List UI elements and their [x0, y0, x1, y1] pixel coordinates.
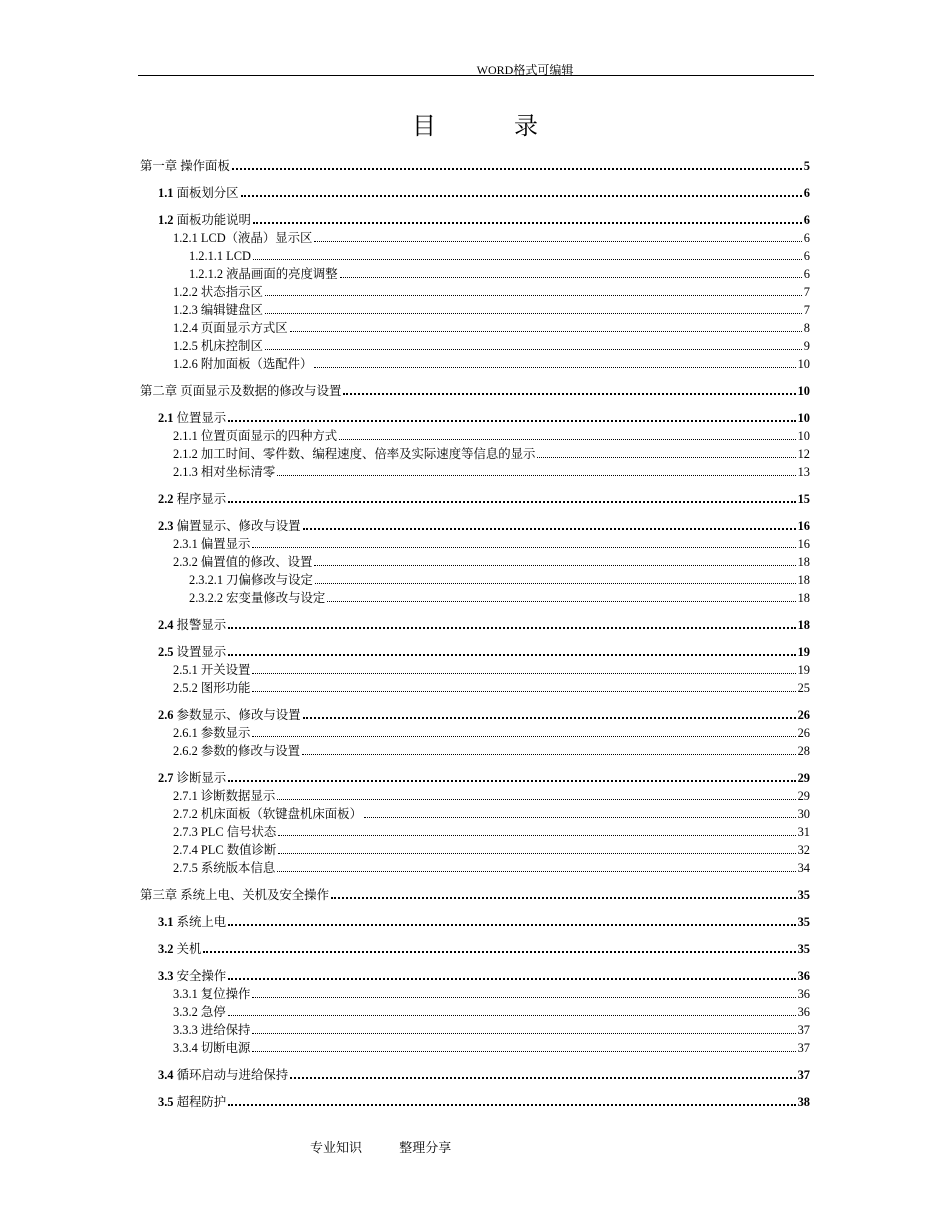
- toc-page-number: 35: [797, 888, 810, 902]
- toc-dot-leader: [364, 817, 796, 818]
- toc-entry[interactable]: [140, 984, 810, 1002]
- toc-entry[interactable]: [140, 570, 810, 588]
- toc-page-number: 36: [797, 969, 810, 983]
- header-rule: [138, 75, 814, 76]
- toc-entry-text: 安全操作: [173, 969, 227, 983]
- toc-dot-leader: [228, 924, 795, 926]
- toc-entry[interactable]: [140, 786, 810, 804]
- toc-entry-label: [158, 1065, 288, 1083]
- toc-dot-leader: [314, 367, 795, 368]
- toc-entry[interactable]: [140, 1020, 810, 1038]
- toc-entry-text: 2.6.2 参数的修改与设置: [173, 744, 301, 758]
- toc-entry-text: 1.2.1.1 LCD: [189, 249, 251, 263]
- toc-entry-label: [158, 705, 301, 723]
- toc-dot-leader: [290, 1077, 795, 1079]
- table-of-contents: [140, 156, 810, 1110]
- toc-entry-number: 3.1: [158, 915, 174, 929]
- toc-entry-label: [158, 768, 226, 786]
- toc-entry-label: [158, 912, 226, 930]
- toc-entry[interactable]: [140, 210, 810, 228]
- toc-entry-text: 3.3.4 切断电源: [173, 1041, 251, 1055]
- toc-page-number: 10: [797, 411, 810, 425]
- toc-entry[interactable]: [140, 912, 810, 930]
- toc-entry-text: 报警显示: [173, 618, 227, 632]
- toc-entry[interactable]: [140, 966, 810, 984]
- toc-entry[interactable]: [140, 426, 810, 444]
- toc-page-number: 28: [797, 744, 810, 758]
- toc-dot-leader: [228, 501, 795, 503]
- toc-entry[interactable]: [140, 1065, 810, 1083]
- toc-entry-label: [173, 678, 250, 696]
- toc-entry[interactable]: [140, 885, 810, 903]
- toc-entry-text: 2.3.2.1 刀偏修改与设定: [189, 573, 313, 587]
- toc-entry-label: [140, 381, 341, 399]
- toc-entry-label: [173, 984, 250, 1002]
- toc-dot-leader: [228, 1015, 796, 1016]
- toc-entry-label: [158, 183, 239, 201]
- toc-entry-text: 1.2.1.2 液晶画面的亮度调整: [189, 267, 338, 281]
- toc-dot-leader: [290, 331, 802, 332]
- toc-entry[interactable]: [140, 660, 810, 678]
- toc-entry-text: 关机: [173, 942, 202, 956]
- toc-entry[interactable]: [140, 282, 810, 300]
- toc-entry-number: 3.2: [158, 942, 174, 956]
- toc-entry-label: [189, 570, 313, 588]
- toc-page-number: 7: [803, 285, 810, 299]
- toc-dot-leader: [265, 295, 802, 296]
- toc-entry-label: [158, 210, 251, 228]
- toc-entry[interactable]: [140, 552, 810, 570]
- toc-entry[interactable]: [140, 228, 810, 246]
- toc-entry-label: [173, 300, 263, 318]
- toc-entry-label: [173, 354, 312, 372]
- toc-entry-label: [173, 336, 263, 354]
- toc-entry-label: [173, 282, 263, 300]
- toc-entry-text: 循环启动与进给保持: [173, 1068, 289, 1082]
- toc-entry-label: [140, 885, 329, 903]
- toc-entry[interactable]: [140, 723, 810, 741]
- toc-entry-number: 3.5: [158, 1095, 174, 1109]
- toc-entry[interactable]: [140, 264, 810, 282]
- toc-entry-label: [189, 264, 338, 282]
- toc-entry-text: 2.1.2 加工时间、零件数、编程速度、倍率及实际速度等信息的显示: [173, 447, 536, 461]
- toc-entry-text: 系统上电: [173, 915, 227, 929]
- toc-entry-text: 面板功能说明: [173, 213, 251, 227]
- toc-dot-leader: [228, 627, 795, 629]
- toc-dot-leader: [303, 528, 796, 530]
- toc-page-number: 16: [797, 537, 810, 551]
- toc-dot-leader: [252, 673, 795, 674]
- toc-page-number: 5: [803, 159, 810, 173]
- toc-page-number: 36: [797, 987, 810, 1001]
- toc-entry-label: [173, 741, 300, 759]
- toc-page-number: 19: [797, 663, 810, 677]
- toc-page-number: 12: [797, 447, 810, 461]
- toc-entry[interactable]: [140, 516, 810, 534]
- toc-entry-text: 1.2.4 页面显示方式区: [173, 321, 288, 335]
- toc-entry[interactable]: [140, 156, 810, 174]
- toc-entry-label: [173, 552, 312, 570]
- toc-entry[interactable]: [140, 354, 810, 372]
- toc-dot-leader: [252, 736, 795, 737]
- toc-entry-label: [173, 462, 275, 480]
- toc-entry-text: 2.7.1 诊断数据显示: [173, 789, 276, 803]
- toc-page-number: 9: [803, 339, 810, 353]
- toc-entry-number: 2.4: [158, 618, 174, 632]
- toc-entry-number: 2.3: [158, 519, 174, 533]
- toc-dot-leader: [278, 853, 795, 854]
- toc-page-number: 10: [797, 357, 810, 371]
- toc-entry-text: 2.5.1 开关设置: [173, 663, 251, 677]
- toc-dot-leader: [314, 565, 795, 566]
- toc-entry-label: [173, 822, 276, 840]
- toc-entry-label: [173, 444, 535, 462]
- toc-page-number: 30: [797, 807, 810, 821]
- toc-entry-text: 1.2.3 编辑键盘区: [173, 303, 263, 317]
- toc-entry-number: 1.2: [158, 213, 174, 227]
- toc-entry-label: [173, 840, 276, 858]
- toc-entry[interactable]: [140, 615, 810, 633]
- toc-dot-leader: [252, 1051, 795, 1052]
- toc-dot-leader: [228, 420, 795, 422]
- toc-entry-label: [189, 249, 251, 264]
- toc-entry[interactable]: [140, 246, 810, 264]
- toc-page-number: 35: [797, 942, 810, 956]
- toc-dot-leader: [314, 241, 801, 242]
- toc-entry-label: [173, 534, 250, 552]
- toc-entry-text: 第二章 页面显示及数据的修改与设置: [140, 384, 342, 398]
- toc-page-number: 32: [797, 843, 810, 857]
- toc-page-number: 8: [803, 321, 810, 335]
- toc-page-number: 35: [797, 915, 810, 929]
- toc-entry-label: [189, 588, 325, 606]
- toc-entry-label: [173, 1002, 226, 1020]
- toc-dot-leader: [265, 349, 802, 350]
- toc-entry-label: [173, 1038, 250, 1056]
- toc-entry[interactable]: [140, 444, 810, 462]
- toc-entry-label: [158, 642, 226, 660]
- toc-dot-leader: [252, 547, 795, 548]
- page-footer: [310, 1137, 485, 1156]
- toc-entry[interactable]: [140, 1038, 810, 1056]
- toc-entry-label: [158, 408, 226, 426]
- toc-entry-text: 3.3.2 急停: [173, 1005, 226, 1019]
- toc-page-number: 26: [797, 726, 810, 740]
- toc-title: 目 录: [412, 114, 574, 140]
- footer-right-text: 整理分享: [399, 1140, 452, 1155]
- toc-dot-leader: [302, 754, 796, 755]
- toc-entry[interactable]: [140, 183, 810, 201]
- toc-dot-leader: [265, 313, 802, 314]
- toc-entry-text: 3.3.1 复位操作: [173, 987, 251, 1001]
- toc-entry-text: 1.2.6 附加面板（选配件）: [173, 357, 313, 371]
- toc-entry-label: [173, 804, 362, 822]
- toc-entry[interactable]: [140, 705, 810, 723]
- toc-page-number: 25: [797, 681, 810, 695]
- toc-dot-leader: [331, 897, 796, 899]
- toc-entry-label: [158, 939, 201, 957]
- toc-page-number: 29: [797, 771, 810, 785]
- toc-page-number: 10: [797, 429, 810, 443]
- toc-entry-text: 2.1.3 相对坐标清零: [173, 465, 276, 479]
- toc-entry-label: [158, 516, 301, 534]
- toc-dot-leader: [241, 195, 802, 197]
- toc-entry-number: 3.3: [158, 969, 174, 983]
- toc-entry-number: 3.4: [158, 1068, 174, 1082]
- toc-entry[interactable]: [140, 300, 810, 318]
- toc-entry-label: [173, 318, 288, 336]
- toc-page-number: 6: [803, 249, 810, 263]
- toc-page-number: 37: [797, 1023, 810, 1037]
- toc-dot-leader: [315, 583, 796, 584]
- toc-page-number: 16: [797, 519, 810, 533]
- toc-dot-leader: [303, 717, 796, 719]
- toc-dot-leader: [203, 951, 795, 953]
- toc-entry[interactable]: [140, 1002, 810, 1020]
- toc-entry[interactable]: [140, 588, 810, 606]
- toc-page-number: 6: [803, 231, 810, 245]
- toc-entry-text: 第三章 系统上电、关机及安全操作: [140, 888, 329, 902]
- toc-entry-text: 2.1.1 位置页面显示的四种方式: [173, 429, 338, 443]
- toc-page-number: 38: [797, 1095, 810, 1109]
- toc-entry-text: 2.3.2 偏置值的修改、设置: [173, 555, 313, 569]
- toc-entry[interactable]: [140, 768, 810, 786]
- toc-entry-label: [158, 966, 226, 984]
- toc-dot-leader: [252, 691, 795, 692]
- toc-entry-text: 3.3.3 进给保持: [173, 1023, 251, 1037]
- toc-entry-number: 2.2: [158, 492, 174, 506]
- toc-entry-number: 1.1: [158, 186, 174, 200]
- toc-page-number: 34: [797, 861, 810, 875]
- toc-entry[interactable]: [140, 642, 810, 660]
- toc-page-number: 15: [797, 492, 810, 506]
- toc-page-number: 18: [797, 591, 810, 605]
- toc-entry[interactable]: [140, 939, 810, 957]
- toc-dot-leader: [228, 654, 795, 656]
- toc-page-number: 18: [797, 555, 810, 569]
- toc-dot-leader: [252, 1033, 795, 1034]
- toc-dot-leader: [277, 799, 795, 800]
- toc-entry[interactable]: [140, 1092, 810, 1110]
- toc-entry-text: 2.7.4 PLC 数值诊断: [173, 843, 277, 857]
- toc-dot-leader: [232, 168, 802, 170]
- toc-entry-number: 2.6: [158, 708, 174, 722]
- toc-entry-label: [173, 660, 250, 678]
- toc-entry-label: [173, 723, 250, 741]
- toc-entry-text: 1.2.2 状态指示区: [173, 285, 263, 299]
- toc-entry[interactable]: [140, 408, 810, 426]
- toc-dot-leader: [277, 475, 795, 476]
- toc-page-number: 19: [797, 645, 810, 659]
- toc-entry-text: 2.6.1 参数显示: [173, 726, 251, 740]
- toc-entry-label: [140, 156, 230, 174]
- toc-entry-text: 1.2.1 LCD（液晶）显示区: [173, 231, 313, 245]
- toc-dot-leader: [253, 259, 802, 260]
- toc-entry-label: [173, 1020, 250, 1038]
- toc-entry-text: 面板划分区: [173, 186, 239, 200]
- toc-dot-leader: [253, 222, 802, 224]
- toc-entry-text: 2.5.2 图形功能: [173, 681, 251, 695]
- toc-page-number: 18: [797, 573, 810, 587]
- toc-dot-leader: [343, 393, 795, 395]
- toc-entry[interactable]: [140, 318, 810, 336]
- toc-page-number: 26: [797, 708, 810, 722]
- toc-entry-label: [173, 228, 312, 246]
- toc-entry-text: 2.7.3 PLC 信号状态: [173, 825, 277, 839]
- toc-page-number: 6: [803, 186, 810, 200]
- toc-entry-label: [173, 426, 337, 444]
- toc-entry-text: 偏置显示、修改与设置: [173, 519, 301, 533]
- toc-dot-leader: [537, 457, 795, 458]
- toc-entry-text: 2.3.2.2 宏变量修改与设定: [189, 591, 326, 605]
- toc-dot-leader: [327, 601, 795, 602]
- toc-page-number: 6: [803, 213, 810, 227]
- toc-page-number: 37: [797, 1068, 810, 1082]
- toc-entry-text: 2.7.5 系统版本信息: [173, 861, 276, 875]
- toc-dot-leader: [277, 871, 795, 872]
- toc-page-number: 10: [797, 384, 810, 398]
- toc-entry[interactable]: [140, 381, 810, 399]
- toc-entry-text: 程序显示: [173, 492, 227, 506]
- toc-entry-text: 设置显示: [173, 645, 227, 659]
- toc-dot-leader: [278, 835, 795, 836]
- toc-entry[interactable]: [140, 678, 810, 696]
- toc-entry[interactable]: [140, 804, 810, 822]
- toc-page-number: 13: [797, 465, 810, 479]
- toc-entry-label: [173, 858, 275, 876]
- toc-dot-leader: [252, 997, 795, 998]
- toc-entry-label: [158, 1092, 226, 1110]
- toc-entry[interactable]: [140, 840, 810, 858]
- footer-left-text: 专业知识: [310, 1140, 363, 1155]
- toc-page-number: 6: [803, 267, 810, 281]
- toc-dot-leader: [228, 978, 795, 980]
- toc-page-number: 36: [797, 1005, 810, 1019]
- toc-entry-text: 1.2.5 机床控制区: [173, 339, 263, 353]
- toc-page-number: 31: [797, 825, 810, 839]
- toc-entry-label: [173, 786, 275, 804]
- toc-entry[interactable]: [140, 489, 810, 507]
- toc-page-number: 18: [797, 618, 810, 632]
- toc-entry-number: 2.7: [158, 771, 174, 785]
- toc-entry-text: 诊断显示: [173, 771, 227, 785]
- toc-page-number: 29: [797, 789, 810, 803]
- toc-entry-text: 2.7.2 机床面板（软键盘机床面板）: [173, 807, 362, 821]
- toc-entry-text: 位置显示: [173, 411, 227, 425]
- toc-entry-text: 第一章 操作面板: [140, 159, 230, 173]
- toc-entry[interactable]: [140, 534, 810, 552]
- toc-dot-leader: [228, 1104, 795, 1106]
- toc-entry[interactable]: [140, 462, 810, 480]
- toc-dot-leader: [339, 439, 795, 440]
- toc-entry[interactable]: [140, 822, 810, 840]
- toc-entry[interactable]: [140, 741, 810, 759]
- toc-entry-label: [158, 615, 226, 633]
- toc-entry[interactable]: [140, 858, 810, 876]
- toc-page-number: 37: [797, 1041, 810, 1055]
- toc-entry-text: 超程防护: [173, 1095, 227, 1109]
- toc-entry[interactable]: [140, 336, 810, 354]
- toc-entry-number: 2.5: [158, 645, 174, 659]
- toc-dot-leader: [228, 780, 795, 782]
- toc-entry-text: 2.3.1 偏置显示: [173, 537, 251, 551]
- toc-page-number: 7: [803, 303, 810, 317]
- toc-entry-number: 2.1: [158, 411, 174, 425]
- toc-dot-leader: [340, 277, 802, 278]
- toc-entry-label: [158, 489, 226, 507]
- toc-entry-text: 参数显示、修改与设置: [173, 708, 301, 722]
- page-header-text: WORD格式可编辑: [476, 63, 574, 77]
